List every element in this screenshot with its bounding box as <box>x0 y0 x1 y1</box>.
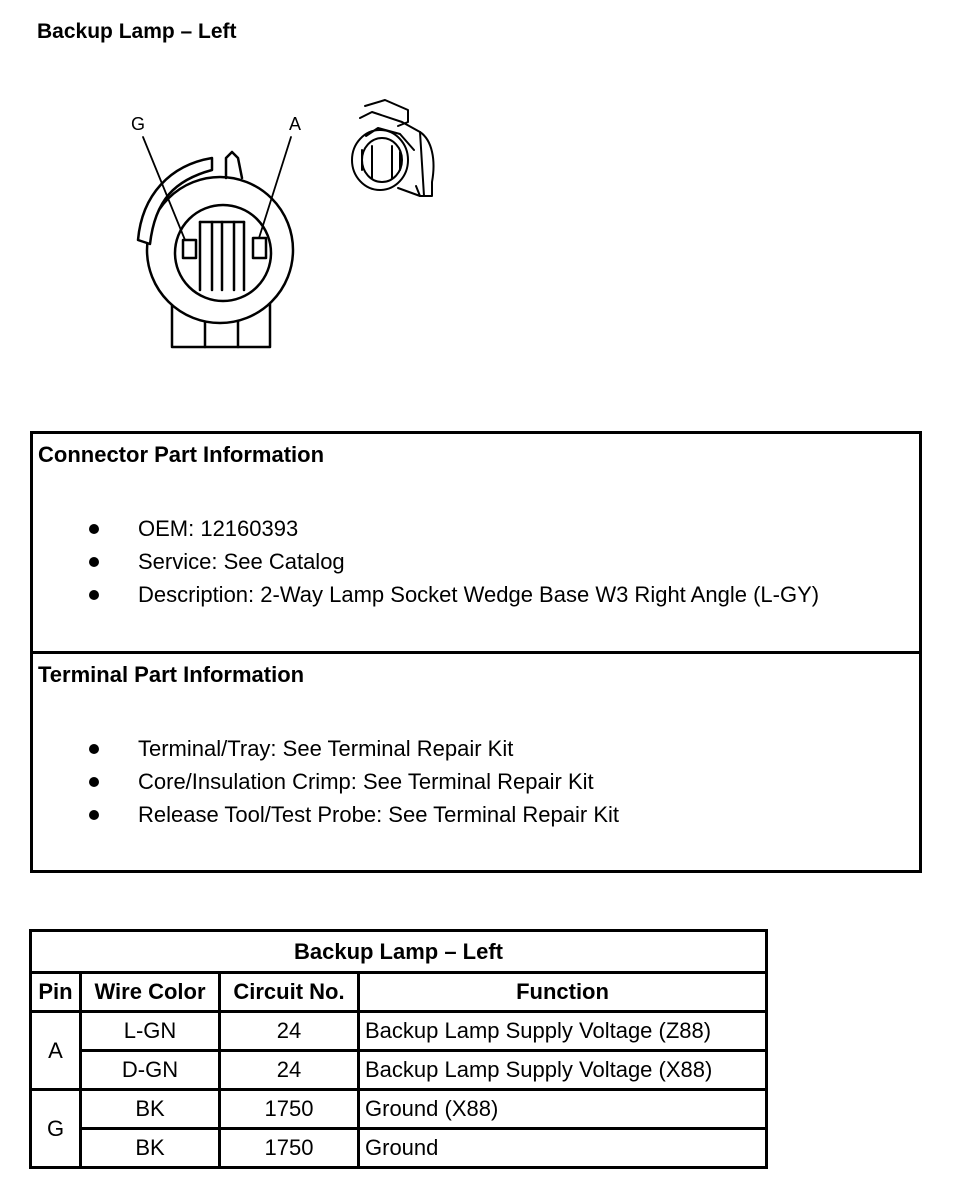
list-item <box>33 545 819 578</box>
part-information-box <box>30 431 922 873</box>
list-item <box>33 578 819 611</box>
list-item-text: Description: 2-Way Lamp Socket Wedge Base W3 Right Angle (L-GY) <box>138 582 820 607</box>
list-item-text: Release Tool/Test Probe: See Terminal Repair Kit <box>138 802 619 827</box>
bullet-icon <box>89 744 99 754</box>
list-item <box>33 732 619 765</box>
wire-color-cell: BK <box>81 1129 220 1168</box>
pin-cell: A <box>31 1012 81 1090</box>
list-item-text: Terminal/Tray: See Terminal Repair Kit <box>138 736 514 761</box>
function-cell: Ground <box>359 1129 767 1168</box>
list-item <box>33 512 819 545</box>
section-heading: Connector Part Information <box>38 442 325 467</box>
circuit-cell: 1750 <box>220 1129 359 1168</box>
page-title: Backup Lamp – Left <box>37 20 237 43</box>
connector-info-list <box>33 512 819 611</box>
circuit-cell: 24 <box>220 1051 359 1090</box>
column-header-wire-color: Wire Color <box>81 973 220 1012</box>
function-cell: Ground (X88) <box>359 1090 767 1129</box>
list-item <box>33 798 619 831</box>
terminal-g <box>183 240 196 258</box>
terminal-a <box>253 238 266 258</box>
column-header-circuit: Circuit No. <box>220 973 359 1012</box>
connector-diagram <box>0 80 480 370</box>
terminal-part-information <box>33 654 919 870</box>
wire-color-cell: L-GN <box>81 1012 220 1051</box>
bullet-icon <box>89 777 99 787</box>
table-caption: Backup Lamp – Left <box>31 931 767 973</box>
table-row <box>31 1012 767 1051</box>
column-header-pin: Pin <box>31 973 81 1012</box>
table-row <box>31 1051 767 1090</box>
table-row <box>31 1090 767 1129</box>
circuit-cell: 1750 <box>220 1090 359 1129</box>
pin-cell: G <box>31 1090 81 1168</box>
function-cell: Backup Lamp Supply Voltage (X88) <box>359 1051 767 1090</box>
pin-label-a: A <box>289 114 302 134</box>
locking-tab <box>226 152 242 178</box>
connector-part-information <box>33 434 919 654</box>
wire-color-cell: D-GN <box>81 1051 220 1090</box>
section-heading: Terminal Part Information <box>38 662 305 687</box>
column-header-function: Function <box>359 973 767 1012</box>
bullet-icon <box>89 524 99 534</box>
pin-table <box>29 929 768 1169</box>
circuit-cell: 24 <box>220 1012 359 1051</box>
pin-label-g: G <box>131 114 146 134</box>
bullet-icon <box>89 557 99 567</box>
terminal-info-list <box>33 732 619 831</box>
wire-color-cell: BK <box>81 1090 220 1129</box>
function-cell: Backup Lamp Supply Voltage (Z88) <box>359 1012 767 1051</box>
list-item-text: Core/Insulation Crimp: See Terminal Repair Kit <box>138 769 594 794</box>
bullet-icon <box>89 810 99 820</box>
table-header-row <box>31 973 767 1012</box>
connector-iso-view <box>352 100 434 196</box>
list-item-text: Service: See Catalog <box>138 549 345 574</box>
list-item-text: OEM: 12160393 <box>138 516 299 541</box>
bullet-icon <box>89 590 99 600</box>
list-item <box>33 765 619 798</box>
table-row <box>31 1129 767 1168</box>
